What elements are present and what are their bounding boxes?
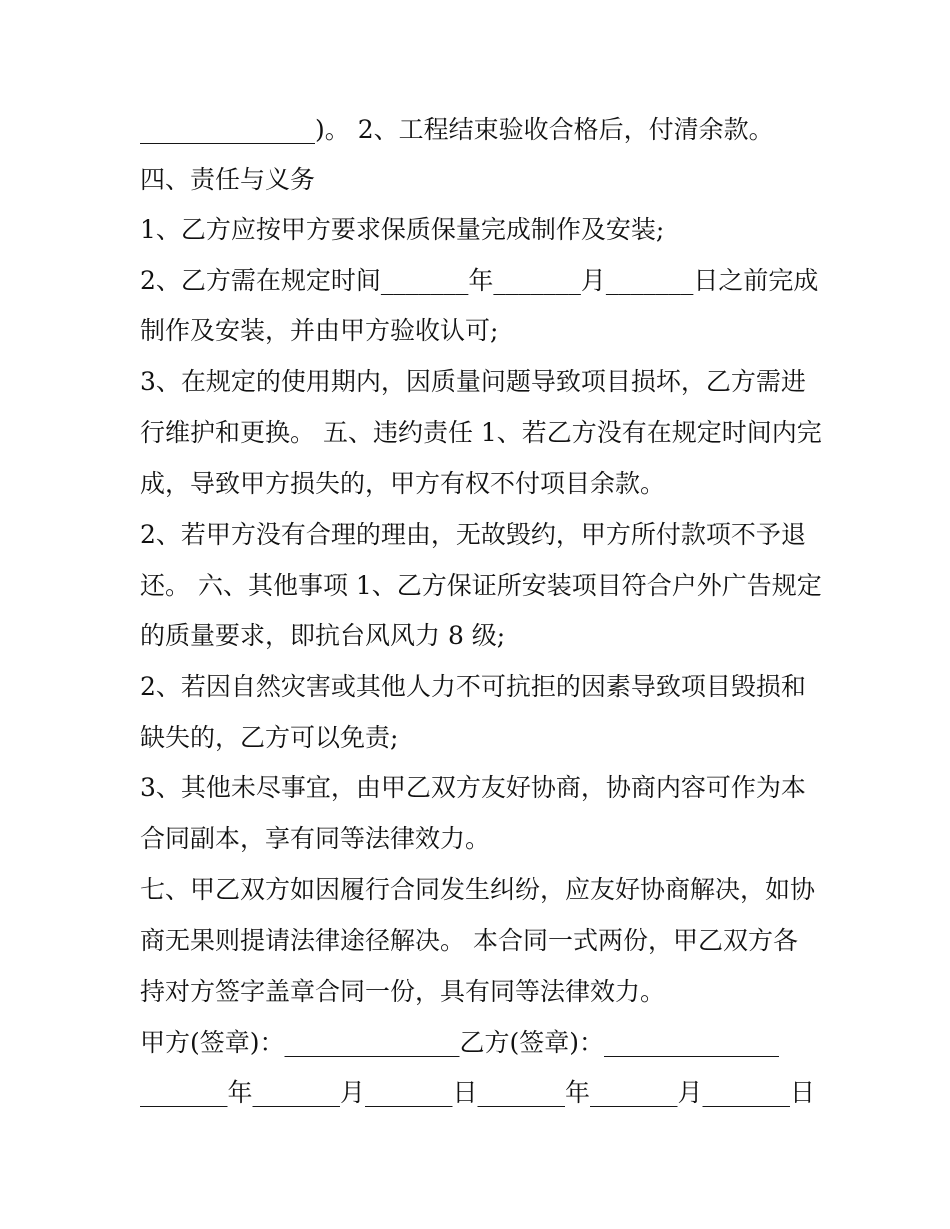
text-line: 商无果则提请法律途径解决。 本合同一式两份，甲乙双方各 (140, 926, 798, 955)
text-line: 的质量要求，即抗台风风力 8 级; (140, 621, 506, 650)
text-line: 成，导致甲方损失的，甲方有权不付项目余款。 (140, 469, 666, 498)
text-line: 行维护和更换。 五、违约责任 1、若乙方没有在规定时间内完 (140, 418, 822, 447)
date-line: _______年_______月_______日_______年_______月_______日 (140, 1078, 816, 1107)
text-line: ______________)。 2、工程结束验收合格后，付清余款。 (140, 115, 774, 144)
text-line: 3、其他未尽事宜，由甲乙双方友好协商，协商内容可作为本 (140, 773, 806, 802)
text-line: 2、若甲方没有合理的理由，无故毁约，甲方所付款项不予退 (140, 520, 806, 549)
signature-line: 甲方(签章)：______________乙方(签章)：______________ (140, 1028, 780, 1057)
text-line: 缺失的，乙方可以免责; (140, 723, 399, 752)
text-line: 还。 六、其他事项 1、乙方保证所安装项目符合户外广告规定 (140, 571, 822, 600)
text-line: 合同副本，享有同等法律效力。 (140, 824, 491, 853)
text-line: 持对方签字盖章合同一份，具有同等法律效力。 (140, 977, 666, 1006)
text-line: 2、若因自然灾害或其他人力不可抗拒的因素导致项目毁损和 (140, 672, 806, 701)
section-heading: 四、责任与义务 (140, 165, 316, 194)
text-line: 制作及安装，并由甲方验收认可; (140, 316, 499, 345)
text-line: 1、乙方应按甲方要求保质保量完成制作及安装; (140, 215, 665, 244)
text-line: 3、在规定的使用期内，因质量问题导致项目损坏，乙方需进 (140, 367, 806, 396)
text-line: 七、甲乙双方如因履行合同发生纠纷，应友好协商解决，如协 (140, 875, 816, 904)
text-line: 2、乙方需在规定时间_______年_______月_______日之前完成 (140, 266, 819, 295)
